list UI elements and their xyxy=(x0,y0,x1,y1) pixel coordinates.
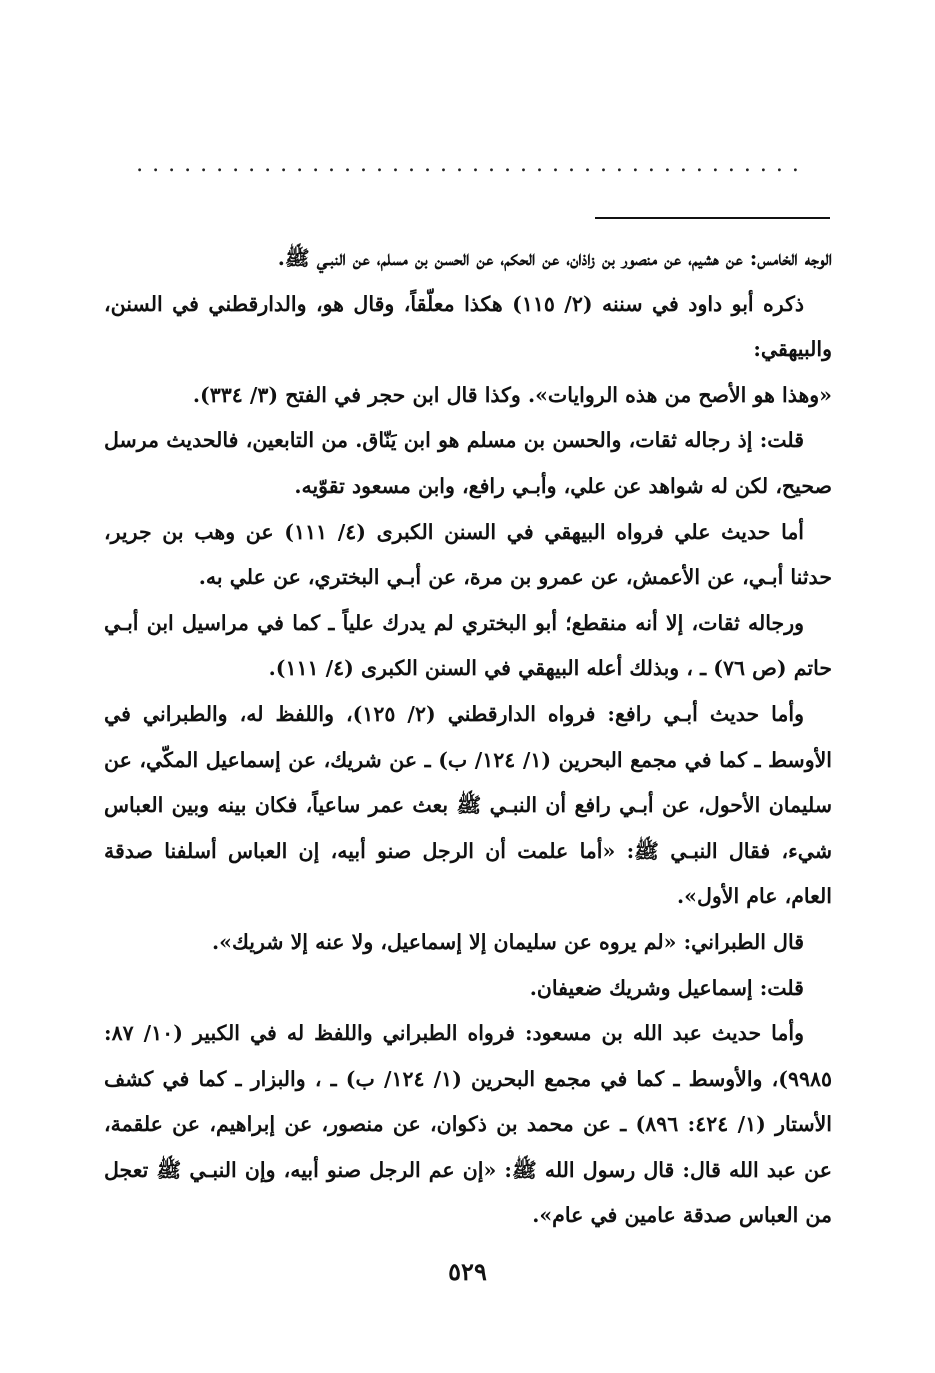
paragraph-weak-narrators: قلت: إسماعيل وشريك ضعيفان. xyxy=(529,975,804,1000)
paragraph-tabarani-quote: قال الطبراني: «لم يروه عن سليمان إلا إسماعيل، ولا عنه إلا شريك». xyxy=(212,929,804,954)
paragraph-abu-rafi: وأما حديث أبـي رافع: فرواه الدارقطني (٢/ ١٢٥)، واللفظ له، والطبراني في الأوسط ـ كما في مجمع البحرين (١/ ١٢٤/ ب) ـ عن شريك، عن إسماعيل المكّي، عن سليمان الأحول، عن أبـي رافع أن النبـي ﷺ بعث عمر ساعياً، فكان بينه وبين العباس شيء، فقال النبـي ﷺ: «أما علمت أن الرجل صنو أبيه، إن العباس أسلفنا صدقة العام، عام الأول». xyxy=(104,701,833,909)
paragraph-ali-hadith: أما حديث علي فرواه البيهقي في السنن الكبرى (٤/ ١١١) عن وهب بن جرير، حدثنا أبـي، عن الأعمش، عن عمرو بن مرة، عن أبـي البختري، عن علي به. xyxy=(104,519,832,590)
paragraph-fifth-aspect: الوجه الخامس: عن هشيم، عن منصور بن زاذان، عن الحكم، عن الحسن بن مسلم، عن النبـي ﷺ. xyxy=(277,246,832,270)
paragraph-abu-dawud: ذكره أبو داود في سننه (٢/ ١١٥) هكذا معلّقاً، وقال هو، والدارقطني في السنن، والبيهقي: xyxy=(104,291,832,362)
page-number: ٥٢٩ xyxy=(448,1257,487,1286)
main-text xyxy=(104,236,832,1239)
paragraph-narrators: قلت: إذ رجاله ثقات، والحسن بن مسلم هو ابن يَنّاق. من التابعين، فالحديث مرسل صحيح، لكن له شواهد عن علي، وأبـي رافع، وابن مسعود تقوّيه. xyxy=(104,428,832,498)
dotted-separator: .......................................... xyxy=(136,152,808,177)
paragraph-munqati: ورجاله ثقات، إلا أنه منقطع؛ أبو البختري لم يدرك علياً ـ كما في مراسيل ابن أبـي حاتم (ص ٧٦) ـ ، وبذلك أعله البيهقي في السنن الكبرى (٤/ ١١١). xyxy=(104,610,832,681)
paragraph-ibn-masud: وأما حديث عبد الله بن مسعود: فرواه الطبراني واللفظ له في الكبير (١٠/ ٨٧: ٩٩٨٥)، والأوسط ـ كما في مجمع البحرين (١/ ١٢٤/ ب) ـ ، والبزار ـ كما في كشف الأستار (١/ ٤٢٤: ٨٩٦) ـ عن محمد بن ذكوان، عن منصور، عن إبراهيم، عن علقمة، عن عبد الله قال: قال رسول الله ﷺ: «إن عم الرجل صنو أبيه، وإن النبـي ﷺ تعجل من العباس صدقة عامين في عام». xyxy=(104,1021,833,1228)
footnote-rule xyxy=(595,217,830,219)
paragraph-quote-bayhaqi: «وهذا هو الأصح من هذه الروايات». وكذا قال ابن حجر في الفتح (٣/ ٣٣٤). xyxy=(192,382,832,407)
